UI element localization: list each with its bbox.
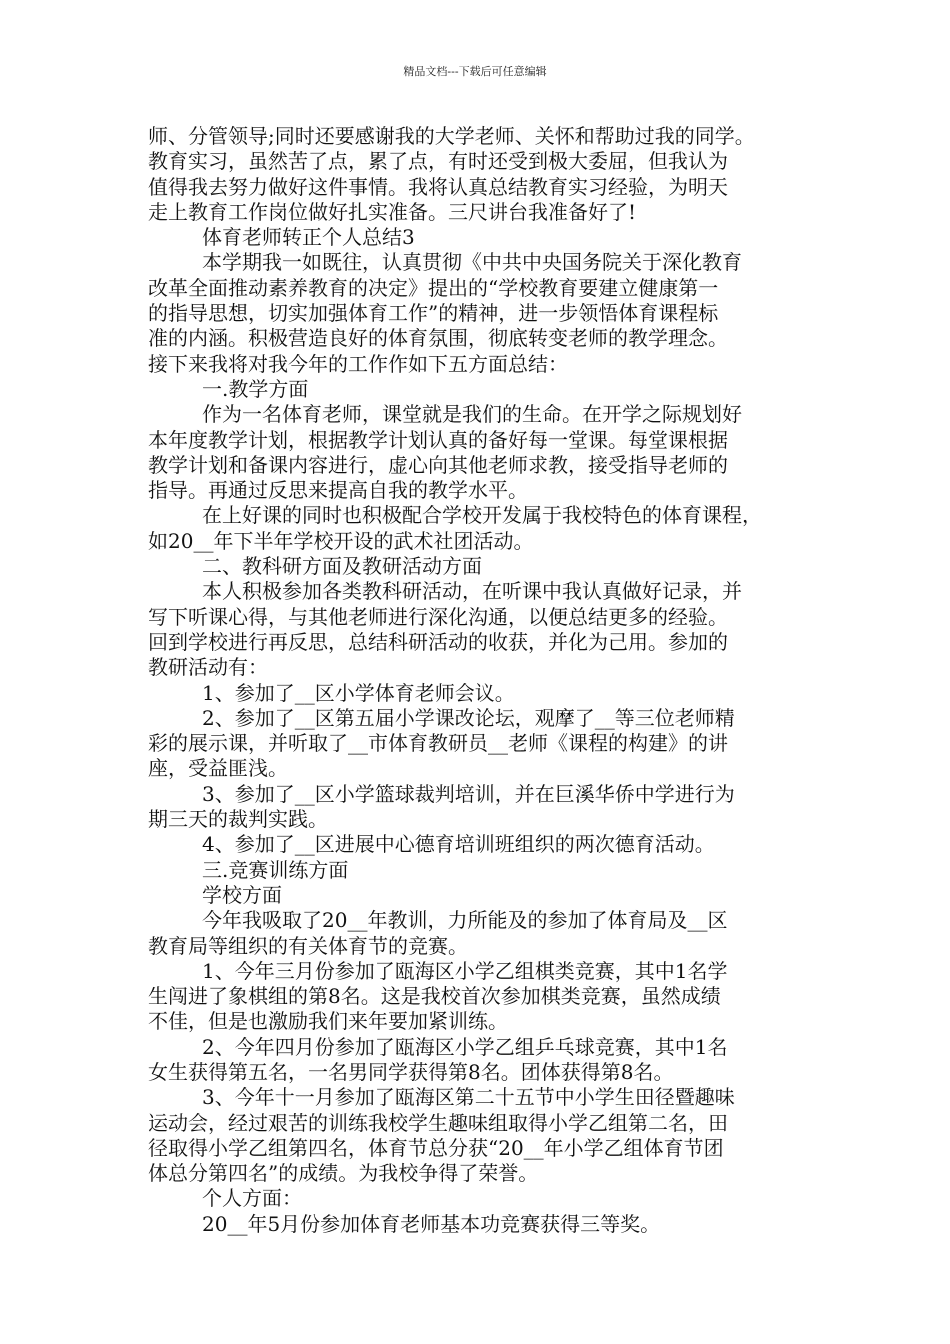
text-line: 运动会，经过艰苦的训练我校学生趣味组取得小学乙组第二名，田 [148, 1110, 728, 1135]
text-line: 在上好课的同时也积极配合学校开发属于我校特色的体育课程， [202, 503, 762, 528]
text-line: 如20__年下半年学校开设的武术社团活动。 [148, 528, 534, 553]
text-line: 教学计划和备课内容进行，虚心向其他老师求教，接受指导老师的 [148, 452, 728, 477]
text-line: 体育老师转正个人总结3 [202, 225, 415, 250]
text-line: 作为一名体育老师，课堂就是我们的生命。在开学之际规划好 [202, 402, 742, 427]
text-line: 今年我吸取了20__年教训，力所能及的参加了体育局及__区 [202, 908, 728, 933]
text-line: 彩的展示课，并听取了__市体育教研员__老师《课程的构建》的讲 [148, 731, 728, 756]
text-line: 2、参加了__区第五届小学课改论坛，观摩了__等三位老师精 [202, 705, 735, 730]
text-line: 一.教学方面 [202, 376, 309, 401]
text-line: 回到学校进行再反思，总结科研活动的收获，并化为己用。参加的 [148, 629, 728, 654]
text-line: 1、今年三月份参加了瓯海区小学乙组棋类竞赛，其中1名学 [202, 958, 728, 983]
text-line: 2、今年四月份参加了瓯海区小学乙组乒乓球竞赛，其中1名 [202, 1034, 728, 1059]
text-line: 本年度教学计划，根据教学计划认真的备好每一堂课。每堂课根据 [148, 427, 728, 452]
text-line: 本人积极参加各类教科研活动，在听课中我认真做好记录，并 [202, 579, 742, 604]
text-line: 准的内涵。积极营造良好的体育氛围，彻底转变老师的教学理念。 [148, 326, 728, 351]
text-line: 师、分管领导;同时还要感谢我的大学老师、关怀和帮助过我的同学。 [148, 124, 755, 148]
text-line: 期三天的裁判实践。 [148, 807, 328, 832]
text-line: 教育实习，虽然苦了点，累了点，有时还受到极大委屈，但我认为 [148, 149, 728, 174]
text-line: 生闯进了象棋组的第8名。这是我校首次参加棋类竞赛，虽然成绩 [148, 984, 721, 1009]
text-line: 教育局等组织的有关体育节的竞赛。 [148, 933, 468, 958]
text-line: 4、参加了__区进展中心德育培训班组织的两次德育活动。 [202, 832, 715, 857]
text-line: 指导。再通过反思来提高自我的教学水平。 [148, 478, 528, 503]
text-line: 女生获得第五名，一名男同学获得第8名。团体获得第8名。 [148, 1059, 674, 1084]
text-line: 改革全面推动素养教育的决定》提出的“学校教育要建立健康第一 [148, 275, 719, 300]
page-header: 精品文档---下载后可任意编辑 [403, 65, 547, 78]
text-line: 二、教科研方面及教研活动方面 [202, 554, 482, 579]
text-line: 个人方面： [202, 1186, 302, 1211]
text-line: 三.竞赛训练方面 [202, 857, 349, 882]
text-line: 值得我去努力做好这件事情。我将认真总结教育实习经验，为明天 [148, 174, 728, 199]
text-line: 写下听课心得，与其他老师进行深化沟通，以便总结更多的经验。 [148, 604, 728, 629]
text-line: 3、参加了__区小学篮球裁判培训，并在巨溪华侨中学进行为 [202, 781, 735, 806]
text-line: 径取得小学乙组第四名，体育节总分获“20__年小学乙组体育节团 [148, 1135, 724, 1160]
text-line: 的指导思想，切实加强体育工作”的精神，进一步领悟体育课程标 [148, 301, 719, 326]
text-line: 本学期我一如既往，认真贯彻《中共中央国务院关于深化教育 [202, 250, 742, 275]
text-line: 体总分第四名”的成绩。为我校争得了荣誉。 [148, 1161, 539, 1186]
document-body [148, 124, 808, 1237]
text-line: 不佳，但是也激励我们来年要加紧训练。 [148, 1009, 508, 1034]
text-line: 20__年5月份参加体育老师基本功竞赛获得三等奖。 [202, 1211, 661, 1236]
text-line: 座，受益匪浅。 [148, 756, 288, 781]
text-line: 学校方面 [202, 882, 282, 907]
text-line: 3、今年十一月参加了瓯海区第二十五节中小学生田径暨趣味 [202, 1085, 735, 1110]
text-line: 接下来我将对我今年的工作作如下五方面总结： [148, 351, 568, 376]
text-line: 走上教育工作岗位做好扎实准备。三尺讲台我准备好了! [148, 199, 637, 224]
text-line: 教研活动有： [148, 655, 268, 680]
text-line: 1、参加了__区小学体育老师会议。 [202, 680, 515, 705]
